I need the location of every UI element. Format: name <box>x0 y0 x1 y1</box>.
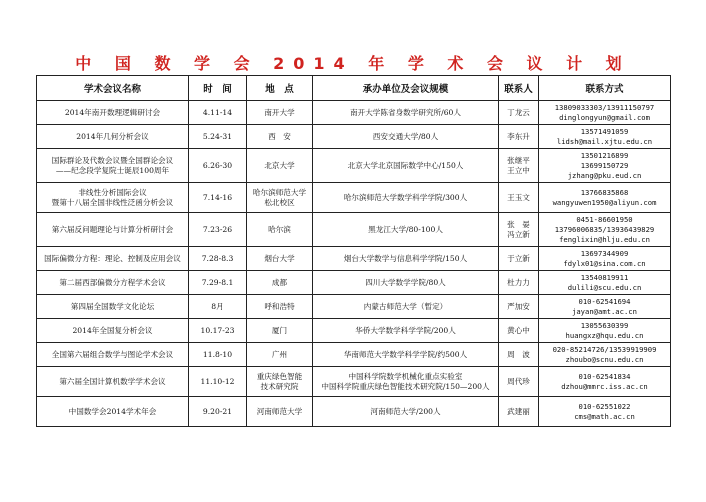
contact-person-cell <box>499 367 539 397</box>
time-cell: 6.26-30 <box>189 149 247 183</box>
contact-info-line: 13699150729 <box>580 160 629 170</box>
conference-name-line: 暨第十八届全国非线性泛函分析会议 <box>51 197 174 207</box>
place-line: 厦门 <box>271 325 288 335</box>
conference-name-line: 第四届全国数学文化论坛 <box>70 301 155 311</box>
contact-person-cell <box>499 125 539 149</box>
table-row <box>37 319 671 343</box>
conference-name-cell <box>37 295 189 319</box>
conference-name-cell <box>37 319 189 343</box>
contact-info-cell <box>539 397 671 427</box>
conference-name-cell <box>37 271 189 295</box>
host-cell <box>313 397 499 427</box>
time-cell: 11.10-12 <box>189 367 247 397</box>
conference-name-line: 中国数学会2014学术年会 <box>68 406 157 416</box>
table-row <box>37 101 671 125</box>
contact-person-cell <box>499 295 539 319</box>
contact-person-cell <box>499 247 539 271</box>
conference-name-line: 第六届反问题理论与计算分析研讨会 <box>51 224 174 234</box>
contact-person-cell <box>499 183 539 213</box>
header-place: 地 点 <box>247 76 313 101</box>
place-line: 成都 <box>271 277 288 287</box>
contact-person-line: 周代珍 <box>507 376 530 386</box>
place-line: 西 安 <box>268 131 291 141</box>
place-line: 重庆绿色智能 <box>256 371 303 381</box>
contact-info-cell <box>539 101 671 125</box>
host-line: 华侨大学数学科学学院/200人 <box>355 325 456 335</box>
time-cell: 10.17-23 <box>189 319 247 343</box>
host-line: 四川大学数学学院/80人 <box>365 277 446 287</box>
place-line: 哈尔滨 <box>268 224 291 234</box>
contact-person-line: 武建丽 <box>507 406 530 416</box>
place-cell <box>247 183 313 213</box>
contact-info-line: huangxz@hqu.edu.cn <box>565 330 644 340</box>
contact-info-line: zhoubo@scnu.edu.cn <box>565 354 644 364</box>
contact-person-cell <box>499 343 539 367</box>
contact-info-line: 13766835868 <box>580 187 629 197</box>
contact-info-line: wangyuwen1950@aliyun.com <box>552 197 657 207</box>
place-line: 南开大学 <box>264 107 295 117</box>
host-line: 华南师范大学数学科学学院/约500人 <box>343 349 468 359</box>
time-cell: 5.24-31 <box>189 125 247 149</box>
contact-person-cell <box>499 271 539 295</box>
contact-person-line: 张继平 <box>507 155 530 165</box>
time-cell: 7.28-8.3 <box>189 247 247 271</box>
host-cell <box>313 183 499 213</box>
contact-info-line: 010-62541694 <box>578 296 631 306</box>
place-cell <box>247 247 313 271</box>
place-cell <box>247 397 313 427</box>
time-cell: 7.14-16 <box>189 183 247 213</box>
contact-info-line: dzhou@mmrc.iss.ac.cn <box>561 381 648 391</box>
contact-info-cell <box>539 295 671 319</box>
host-cell <box>313 343 499 367</box>
contact-person-cell <box>499 101 539 125</box>
table-row <box>37 125 671 149</box>
place-line: 广州 <box>271 349 288 359</box>
place-line: 呼和浩特 <box>264 301 295 311</box>
table-header-row <box>37 76 671 101</box>
contact-person-line: 于立新 <box>507 253 530 263</box>
time-cell: 7.29-8.1 <box>189 271 247 295</box>
table-row <box>37 367 671 397</box>
host-cell <box>313 367 499 397</box>
host-line: 中国科学院数学机械化重点实验室 <box>348 371 463 381</box>
conference-name-cell <box>37 213 189 247</box>
contact-info-line: 0451-86601950 <box>576 214 633 224</box>
time-cell: 8月 <box>189 295 247 319</box>
header-conference-name: 学术会议名称 <box>37 76 189 101</box>
contact-info-cell <box>539 183 671 213</box>
place-cell <box>247 367 313 397</box>
place-cell <box>247 213 313 247</box>
table-row <box>37 183 671 213</box>
header-contact-info: 联系方式 <box>539 76 671 101</box>
table-row <box>37 247 671 271</box>
header-host-and-scale: 承办单位及会议规模 <box>313 76 499 101</box>
place-cell <box>247 319 313 343</box>
conference-name-line: 全国第六届组合数学与图论学术会议 <box>51 349 174 359</box>
host-cell <box>313 101 499 125</box>
host-line: 河南师范大学/200人 <box>370 406 441 416</box>
contact-info-line: dinglongyun@gmail.com <box>559 112 650 122</box>
time-cell: 9.20-21 <box>189 397 247 427</box>
contact-info-line: 13571491059 <box>580 126 629 136</box>
contact-info-line: 010-62541834 <box>578 371 631 381</box>
contact-info-line: 13540819911 <box>580 272 629 282</box>
host-cell <box>313 213 499 247</box>
contact-person-cell <box>499 397 539 427</box>
host-line: 内蒙古师范大学（暂定） <box>363 301 448 311</box>
contact-info-line: dulili@scu.edu.cn <box>567 282 642 292</box>
conference-name-cell <box>37 183 189 213</box>
conference-name-cell <box>37 367 189 397</box>
time-cell: 4.11-14 <box>189 101 247 125</box>
contact-person-line: 黄心中 <box>507 325 530 335</box>
conference-name-line: 2014年南开数理逻辑研讨会 <box>64 107 161 117</box>
contact-info-line: cms@math.ac.cn <box>574 411 635 421</box>
table-row <box>37 343 671 367</box>
conference-name-line: 国际群论及代数会议暨全国群论会议 <box>51 155 174 165</box>
page-title: 中 国 数 学 会 2014 年 学 术 会 议 计 划 <box>75 54 631 73</box>
host-line: 黑龙江大学/80-100人 <box>368 224 443 234</box>
place-cell <box>247 149 313 183</box>
host-line: 西安交通大学/80人 <box>372 131 439 141</box>
contact-info-line: jayan@amt.ac.cn <box>572 306 637 316</box>
place-line: 北京大学 <box>264 160 295 170</box>
contact-info-cell <box>539 149 671 183</box>
contact-info-line: fdylx01@sina.com.cn <box>563 258 646 268</box>
contact-info-line: 13501216899 <box>580 150 629 160</box>
host-cell <box>313 247 499 271</box>
contact-info-cell <box>539 213 671 247</box>
host-cell <box>313 271 499 295</box>
place-cell <box>247 271 313 295</box>
table-row <box>37 295 671 319</box>
contact-info-line: jzhang@pku.eud.cn <box>567 170 642 180</box>
contact-info-line: fenglixin@hlju.edu.cn <box>559 234 650 244</box>
header-time: 时 间 <box>189 76 247 101</box>
place-cell <box>247 295 313 319</box>
conference-name-cell <box>37 101 189 125</box>
contact-info-cell <box>539 343 671 367</box>
contact-person-line: 王立中 <box>507 165 530 175</box>
host-line: 中国科学院重庆绿色智能技术研究院/150—200人 <box>321 381 490 391</box>
contact-person-line: 张 晏 <box>507 219 530 229</box>
contact-info-line: 020-85214726/13539919909 <box>552 344 657 354</box>
conference-name-line: 国际偏微分方程：理论、控制及应用会议 <box>44 253 181 263</box>
contact-info-cell <box>539 247 671 271</box>
place-line: 烟台大学 <box>264 253 295 263</box>
conference-name-cell <box>37 149 189 183</box>
conference-name-line: 非线性分析国际会议 <box>78 187 147 197</box>
host-line: 南开大学陈省身数学研究所/60人 <box>350 107 461 117</box>
contact-person-line: 丁龙云 <box>507 107 530 117</box>
place-cell <box>247 125 313 149</box>
conference-name-cell <box>37 343 189 367</box>
time-cell: 7.23-26 <box>189 213 247 247</box>
contact-info-line: 13809033303/13911150797 <box>554 102 655 112</box>
place-cell <box>247 101 313 125</box>
time-cell: 11.8-10 <box>189 343 247 367</box>
host-line: 烟台大学数学与信息科学学院/150人 <box>343 253 468 263</box>
contact-info-cell <box>539 367 671 397</box>
contact-info-line: 13055630399 <box>580 320 629 330</box>
host-line: 北京大学北京国际数学中心/150人 <box>347 160 464 170</box>
contact-info-cell <box>539 271 671 295</box>
place-line: 松北校区 <box>264 197 295 207</box>
contact-info-line: 010-62551022 <box>578 401 631 411</box>
contact-info-line: 13796006835/13936439829 <box>554 224 655 234</box>
contact-person-cell <box>499 149 539 183</box>
table-row <box>37 149 671 183</box>
contact-person-cell <box>499 319 539 343</box>
conference-name-cell <box>37 247 189 271</box>
host-cell <box>313 319 499 343</box>
contact-info-cell <box>539 319 671 343</box>
contact-info-line: lidsh@mail.xjtu.edu.cn <box>556 136 653 146</box>
contact-person-line: 王玉文 <box>507 192 530 202</box>
host-cell <box>313 125 499 149</box>
contact-info-cell <box>539 125 671 149</box>
conference-name-line: 2014年全国复分析会议 <box>72 325 153 335</box>
table-row <box>37 271 671 295</box>
conference-name-cell <box>37 397 189 427</box>
conference-name-line: ——纪念段学复院士诞辰100周年 <box>55 165 170 175</box>
contact-person-line: 冯立新 <box>507 229 530 239</box>
contact-person-line: 周 波 <box>507 349 530 359</box>
place-cell <box>247 343 313 367</box>
conference-name-line: 2014年几何分析会议 <box>76 131 149 141</box>
host-cell <box>313 149 499 183</box>
place-line: 技术研究院 <box>260 381 299 391</box>
table-row <box>37 397 671 427</box>
conference-schedule-table <box>36 75 671 427</box>
table-row <box>37 213 671 247</box>
header-contact-person: 联系人 <box>499 76 539 101</box>
contact-person-cell <box>499 213 539 247</box>
host-cell <box>313 295 499 319</box>
place-line: 哈尔滨师范大学 <box>252 187 307 197</box>
conference-name-cell <box>37 125 189 149</box>
place-line: 河南师范大学 <box>256 406 303 416</box>
conference-name-line: 第六届全国计算机数学学术会议 <box>59 376 166 386</box>
host-line: 哈尔滨师范大学数学科学学院/300人 <box>343 192 468 202</box>
contact-person-line: 李东升 <box>507 131 530 141</box>
contact-info-line: 13697344909 <box>580 248 629 258</box>
contact-person-line: 严加安 <box>507 301 530 311</box>
conference-name-line: 第二届西部偏微分方程学术会议 <box>59 277 166 287</box>
contact-person-line: 杜力力 <box>507 277 530 287</box>
